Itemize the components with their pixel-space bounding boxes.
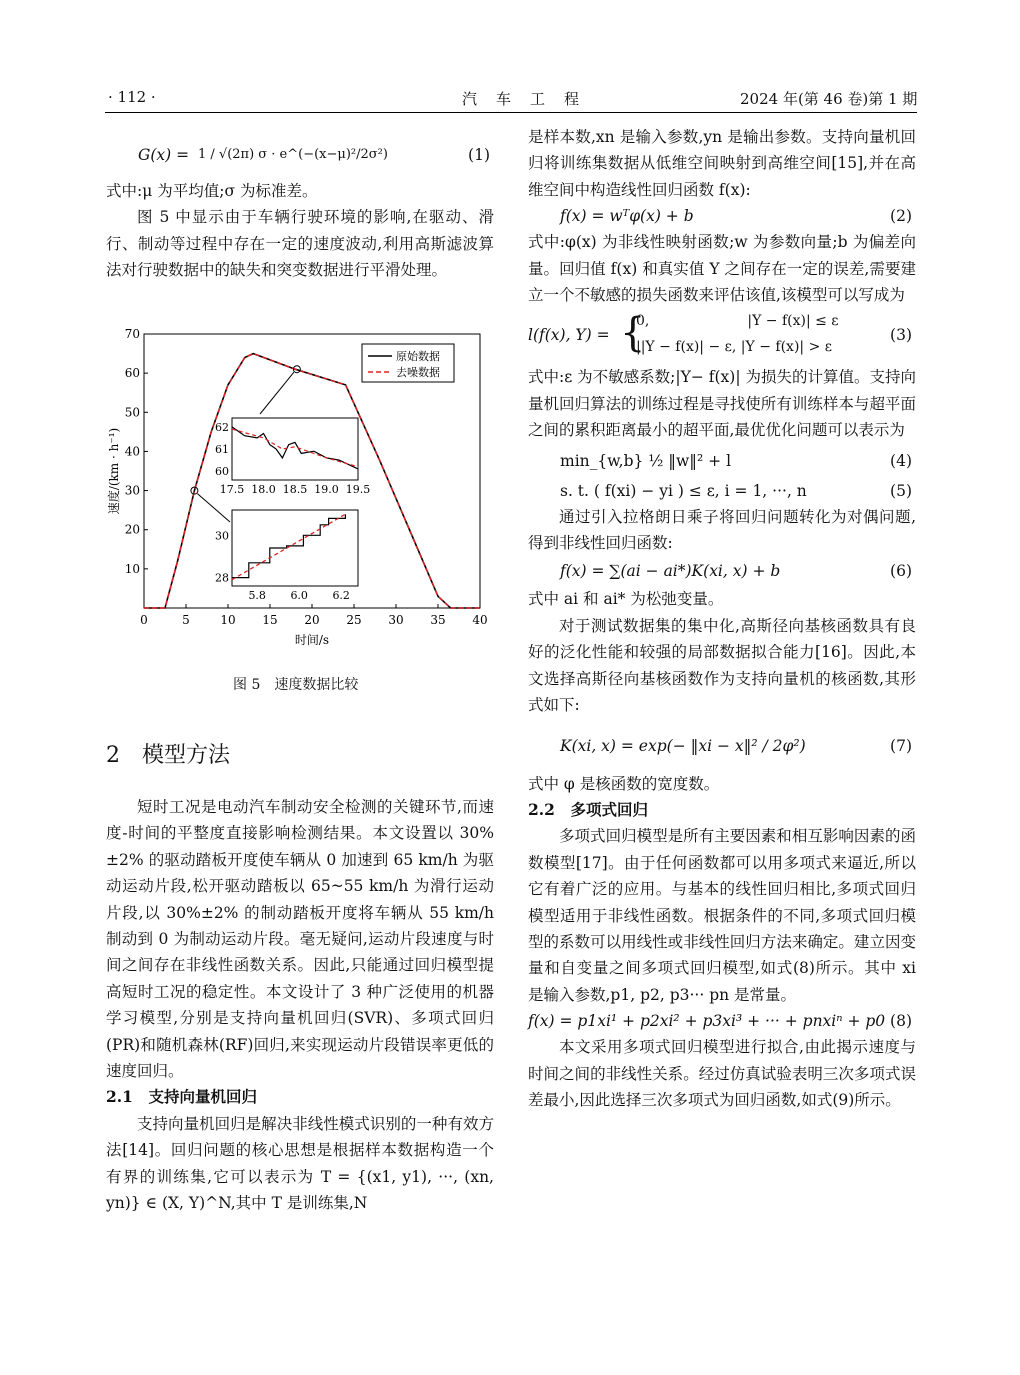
y-tick-label: 10 — [124, 561, 140, 576]
eq4-number: (4) — [890, 451, 912, 470]
eq1-body: 1 / √(2π) σ · e^(−(x−μ)²/2σ²) — [198, 147, 388, 162]
paragraph: 对于测试数据集的集中化,高斯径向基核函数具有良好的泛化性能和较强的局部数据拟合能力[16]。因此,本文选择高斯径向基核函数作为支持向量机的核函数,其形式如下: — [528, 616, 916, 715]
inset-top-y-tick-label: 61 — [215, 443, 229, 456]
x-tick-label: 30 — [388, 613, 404, 627]
figure-5-chart — [106, 322, 496, 652]
x-tick-label: 25 — [346, 613, 362, 627]
eq8-body: f(x) = p1xi¹ + p2xi² + p3xi³ + ··· + pnxiⁿ + p0 — [528, 1012, 886, 1031]
eq3-brace: { — [620, 310, 646, 357]
x-axis-label: 时间/s — [294, 633, 330, 647]
equation-8 — [528, 1008, 916, 1034]
inset-top-frame — [232, 418, 358, 480]
inset-bottom-y-tick-label: 30 — [215, 529, 229, 543]
zoom-arrow-bottom — [197, 494, 230, 522]
eq1-number: (1) — [468, 146, 490, 164]
paragraph: 本文采用多项式回归模型进行拟合,由此揭示速度与时间之间的非线性关系。经过仿真试验表明三次多项式误差最小,因此选择三次多项式为回归函数,如式(9)所示。 — [528, 1038, 916, 1109]
inset-top-x-tick-label: 17.5 — [219, 483, 245, 496]
paragraph: 式中:ε 为不敏感系数;|Y− f(x)| 为损失的计算值。支持向量机回归算法的训练过程是寻找使所有训练样本与超平面之间的累积距离最小的超平面,最优优化问题可以表示为 — [528, 368, 916, 440]
eq5-body: s. t. ( f(xi) − yi ) ≤ ε, i = 1, ···, n — [560, 481, 807, 500]
equation-1 — [106, 132, 494, 178]
y-tick-label: 70 — [124, 327, 140, 341]
eq2-number: (2) — [890, 207, 912, 226]
eq3-case-1: 0, |Y − f(x)| ≤ ε — [636, 313, 839, 330]
y-axis-label: 速度/(km · h⁻¹) — [107, 427, 121, 515]
equation-3 — [528, 308, 916, 364]
paragraph: 图 5 中显示由于车辆行驶环境的影响,在驱动、滑行、制动等过程中存在一定的速度波动,利用高斯滤波算法对行驶数据中的缺失和突变数据进行平滑处理。 — [106, 208, 494, 280]
eq3-lhs: l(f(x), Y) = — [528, 326, 610, 345]
eq1-note: 式中:μ 为平均值;σ 为标准差。 — [106, 182, 318, 200]
subsection-title: 2.1 支持向量机回归 — [106, 1087, 257, 1107]
eq3-number: (3) — [890, 326, 912, 345]
y-tick-label: 60 — [124, 366, 140, 381]
eq7-number: (7) — [890, 736, 912, 755]
figure-caption: 图 5 速度数据比较 — [233, 677, 359, 693]
eq7-body: K(xi, x) = exp(− ‖xi − x‖² / 2φ²) — [560, 736, 806, 755]
eq3-case-2: ||Y − f(x)| − ε, |Y − f(x)| > ε — [636, 339, 832, 356]
equation-2 — [528, 203, 916, 229]
x-tick-label: 40 — [472, 613, 488, 627]
paragraph: 式中:φ(x) 为非线性映射函数;w 为参数向量;b 为偏差向量。回归值 f(x) 和真实值 Y 之间存在一定的误差,需要建立一个不敏感的损失函数来评估该值,该模型可以写成为 — [528, 233, 916, 305]
section-title: 2 模型方法 — [106, 743, 230, 768]
equation-7 — [528, 719, 916, 771]
eq1-lhs: G(x) = — [138, 146, 190, 164]
inset-bottom-x-tick-label: 5.8 — [248, 589, 266, 602]
page-number: · 112 · — [108, 88, 156, 106]
journal-title: 汽 车 工 程 — [462, 90, 582, 108]
inset-top-x-tick-label: 18.0 — [251, 483, 276, 496]
y-tick-label: 50 — [124, 405, 140, 420]
speed-chart-svg — [106, 322, 496, 652]
legend-label: 原始数据 — [396, 350, 440, 363]
paragraph: 多项式回归模型是所有主要因素和相互影响因素的函数模型[17]。由于任何函数都可以用多项式来逼近,所以它有着广泛的应用。与基本的线性回归相比,多项式回归模型适用于非线性函数。根据条件的不同,多项式回归模型的系数可以用线性或非线性回归方法来确定。建立因变量和自变量之间多项式回归模型,如式(8)所示。其中 xi 是输入参数,p1, p2, p3··· pn 是常量。 — [528, 827, 916, 1004]
paragraph: 通过引入拉格朗日乘子将回归问题转化为对偶问题,得到非线性回归函数: — [528, 507, 916, 553]
equation-6 — [528, 556, 916, 586]
issue-label: 2024 年(第 46 卷)第 1 期 — [740, 90, 918, 108]
eq4-body: min_{w,b} ½ ‖w‖² + l — [560, 451, 732, 470]
eq6-number: (6) — [890, 562, 912, 581]
eq6-body: f(x) = ∑(ai − ai*)K(xi, x) + b — [560, 562, 781, 581]
left-column-bottom — [106, 794, 494, 1217]
zoom-arrow-top — [260, 372, 294, 414]
y-tick-label: 20 — [124, 522, 140, 537]
inset-bottom-y-tick-label: 28 — [215, 571, 229, 585]
right-column — [528, 124, 916, 1113]
paragraph: 短时工况是电动汽车制动安全检测的关键环节,而速度-时间的平整度直接影响检测结果。本文设置以 30%±2% 的驱动踏板开度使车辆从 0 加速到 65 km/h 为驱动运动片段,松开驱动踏板以 65~55 km/h 为滑行运动片段,以 30%±2% 的制动踏板开度将车辆从 55 km/h 制动到 0 为制动运动片段。毫无疑问,运动片段速度与时间之间存在非线性函数关系。因此,只能通过回归模型提高短时工况的稳定性。本文设计了 3 种广泛使用的机器学习模型,分别是支持向量机回归(SVR)、多项式回归(PR)和随机森林(RF)回归,来实现运动片段错误率更低的速度回归。 — [106, 798, 494, 1081]
x-tick-label: 10 — [220, 613, 236, 627]
equation-5 — [528, 478, 916, 504]
eq5-number: (5) — [890, 481, 912, 500]
header-rule — [105, 112, 917, 113]
x-tick-label: 15 — [262, 613, 278, 627]
equation-4 — [528, 444, 916, 478]
y-tick-label: 30 — [124, 483, 140, 498]
x-tick-label: 35 — [430, 613, 446, 627]
y-tick-label: 40 — [124, 444, 140, 459]
inset-top-y-tick-label: 62 — [215, 420, 229, 434]
x-tick-label: 20 — [304, 613, 320, 627]
inset-top-x-tick-label: 19.5 — [345, 483, 371, 496]
eq8-number: (8) — [890, 1012, 912, 1031]
eq6-note: 式中 ai 和 ai* 为松弛变量。 — [528, 590, 724, 609]
legend-label: 去噪数据 — [396, 366, 440, 379]
left-column-top — [106, 132, 494, 284]
x-tick-label: 0 — [140, 613, 148, 627]
inset-top-x-tick-label: 18.5 — [282, 483, 308, 496]
inset-top-x-tick-label: 19.0 — [314, 483, 339, 496]
x-tick-label: 5 — [182, 613, 190, 627]
paragraph: 支持向量机回归是解决非线性模式识别的一种有效方法[14]。回归问题的核心思想是根据样本数据构造一个有界的训练集,它可以表示为 T = {(x1, y1), ···, (xn, yn)} ∈ (X, Y)^N,其中 T 是训练集,N — [106, 1114, 494, 1213]
subsection-title: 2.2 多项式回归 — [528, 799, 648, 819]
eq2-body: f(x) = wᵀφ(x) + b — [560, 207, 694, 226]
inset-bottom-x-tick-label: 6.2 — [332, 589, 350, 602]
inset-bottom-x-tick-label: 6.0 — [290, 589, 308, 602]
paragraph: 是样本数,xn 是输入参数,yn 是输出参数。支持向量机回归将训练集数据从低维空间映射到高维空间[15],并在高维空间中构造线性回归函数 f(x): — [528, 128, 916, 199]
inset-top-y-tick-label: 60 — [215, 465, 229, 479]
eq7-note: 式中 φ 是核函数的宽度数。 — [528, 774, 720, 793]
inset-bottom-frame — [232, 510, 358, 586]
